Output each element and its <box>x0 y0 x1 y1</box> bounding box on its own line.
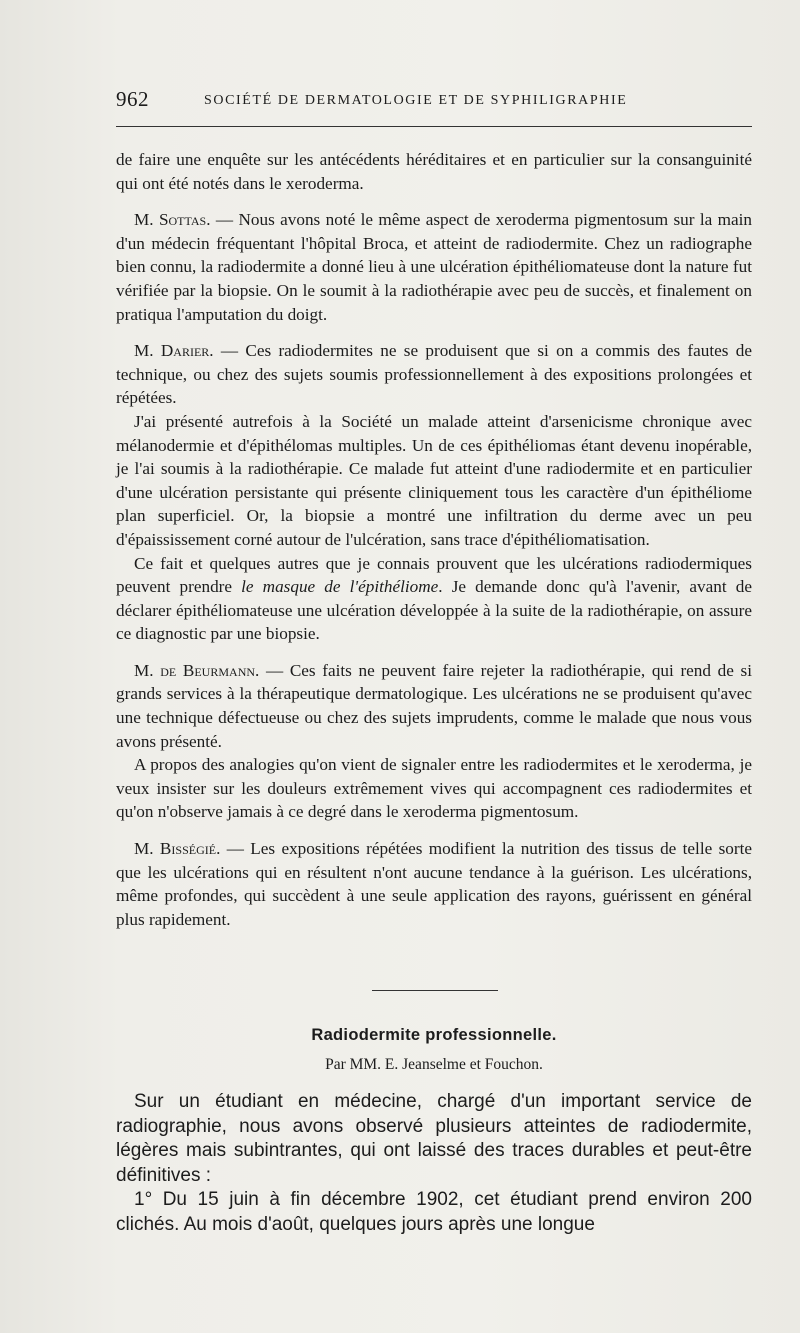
speaker-bisserie: M. Bisségié. <box>134 839 221 859</box>
paragraph-sottas-text: — Nous avons noté le même aspect de xeroderma pigmentosum sur la main d'un médecin fréquentant l'hôpital Broca, et atteint de radiodermite. Chez un radiographe bien connu, la radiodermite a donné lieu à une ulcération épithéliomateuse dont la nature fut vérifiée par la biopsie. On le soumit à la radiothérapie avec peu de succès, et finalement on pratiqua l'amputation du doigt. <box>116 210 753 324</box>
discussion-text <box>116 148 752 931</box>
header-rule <box>116 126 752 127</box>
paragraph-1: de faire une enquête sur les antécédents héréditaires et en particulier sur la consanguinité qui ont été notés dans le xeroderma. <box>116 150 752 193</box>
paragraph-bisserie <box>116 837 752 931</box>
paragraph-5-b: . Je demande donc qu'à l'avenir, avant de déclarer épithéliomateuse une ulcération développée à la suite de la radiothérapie, on assure ce diagnostic par une biopsie. <box>116 577 752 644</box>
article-body <box>116 1090 752 1238</box>
article-paragraph-2: 1° Du 15 juin à fin décembre 1902, cet étudiant prend environ 200 clichés. Au mois d'août, quelques jours après une longue <box>116 1189 752 1235</box>
running-title: SOCIÉTÉ DE DERMATOLOGIE ET DE SYPHILIGRAPHIE <box>204 93 628 108</box>
paragraph-5 <box>116 552 752 646</box>
paragraph-beurmann-text: — Ces faits ne peuvent faire rejeter la radiothérapie, qui rend de si grands services à la thérapeutique dermatologique. Les ulcérations ne se produisent qu'avec une technique défectueuse ou chez des sujets imprudents, comme le malade que nous vous avons présenté. <box>116 660 752 751</box>
article-title: Radiodermite professionnelle. <box>311 1026 557 1044</box>
paragraph-7: A propos des analogies qu'on vient de signaler entre les radiodermites et le xeroderma, je veux insister sur les douleurs extrêmement vives qui accompagnent ces radiodermites et qu'on n'observe jamais à ce degré dans le xeroderma pigmentosum. <box>116 755 752 822</box>
page-number: 962 <box>116 87 149 111</box>
speaker-beurmann: M. de Beurmann. <box>134 660 260 680</box>
article-byline: Par MM. E. Jeanselme et Fouchon. <box>325 1056 543 1073</box>
paragraph-bisserie-text: — Les expositions répétées modifient la nutrition des tissus de telle sorte que les ulcérations qui en résultent n'ont aucune tendance à la guérison. Les ulcérations, même profondes, qui succèdent à une seule application des rayons, guérissent en général plus rapidement. <box>116 839 752 929</box>
paragraph-sottas <box>116 208 752 326</box>
page-header <box>116 87 752 117</box>
paragraph-5-a: Ce fait et quelques autres que je connais prouvent que les ulcérations radiodermiques peuvent prendre <box>116 553 752 597</box>
paragraph-beurmann <box>116 659 752 753</box>
paragraph-5-italic: le masque de l'épithéliome <box>241 577 439 597</box>
article-paragraph-1: Sur un étudiant en médecine, chargé d'un important service de radiographie, nous avons observé plusieurs atteintes de radiodermite, légères mais subintrantes, qui ont laissé des traces durables et peut-être définitives : <box>116 1091 752 1186</box>
speaker-sottas: M. Sottas. <box>134 210 211 230</box>
paragraph-darier-text: — Ces radiodermites ne se produisent que si on a commis des fautes de technique, ou chez des sujets soumis professionnellement à des expositions prolongées et répétées. <box>116 341 752 408</box>
paragraph-darier <box>116 339 752 410</box>
section-divider <box>372 990 498 991</box>
speaker-darier: M. Darier. <box>134 341 214 361</box>
paragraph-4: J'ai présenté autrefois à la Société un malade atteint d'arsenicisme chronique avec mélanodermie et d'épithélomas multiples. Un de ces épithéliomas étant devenu inopérable, je l'ai soumis à la radiothérapie. Ce malade fut atteint d'une radiodermite et en particulier d'une ulcération persistante qui présente cliniquement tous les caractère d'un épithéliome plan superficiel. Or, la biopsie a montré une infiltration du derme avec un peu d'épaississement corné autour de l'ulcération, sans trace d'épithéliomatisation. <box>116 411 752 549</box>
